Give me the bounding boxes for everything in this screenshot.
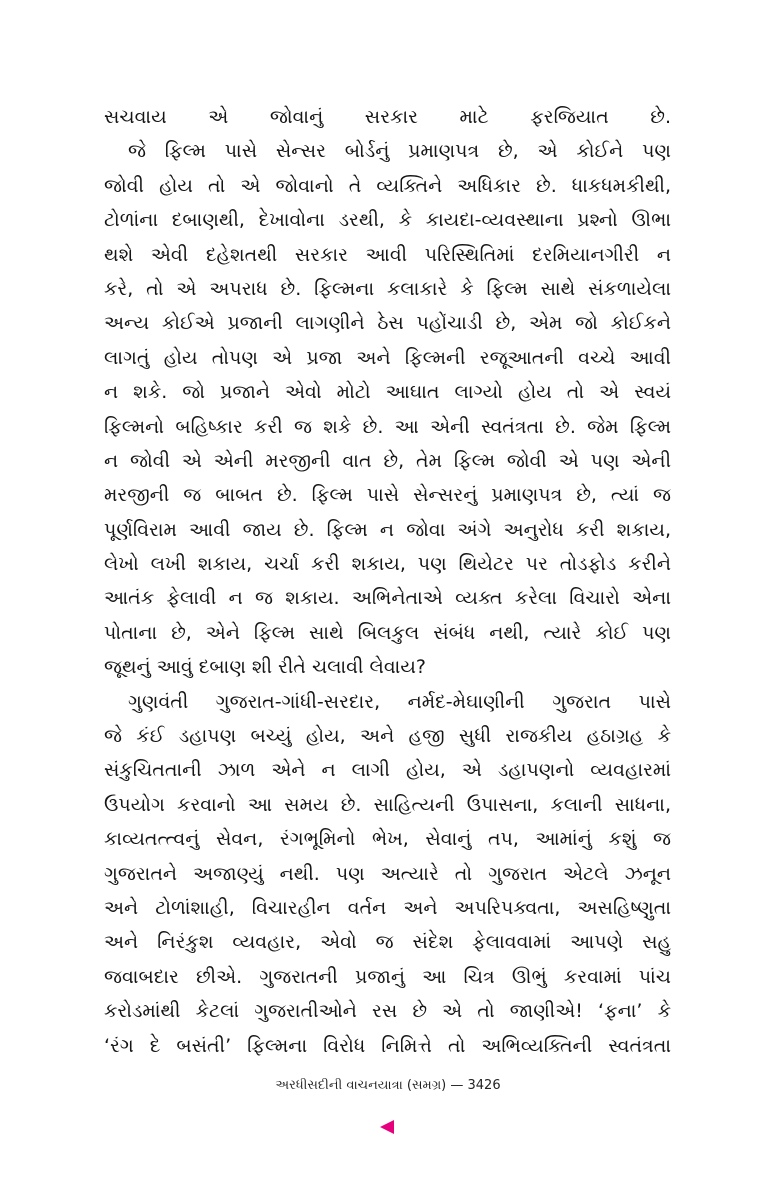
page-footer: અરધીસદીની વાચનયાત્રા (સમગ્ર) — 3426 xyxy=(275,1078,501,1093)
text-line: કરોડમાંથી કેટલાં ગુજરાતીઓને રસ છે એ તો જાણીએ! ‘ફના’ કે xyxy=(104,1000,671,1023)
text-line: જે કંઈ ડહાપણ બચ્યું હોય, અને હજી સુધી રાજકીય હઠાગ્રહ કે xyxy=(104,725,671,748)
text-line: ટોળાંના દબાણથી, દેખાવોના ડરથી, કે કાયદા-વ્યવસ્થાના પ્રશ્નો ઊભા xyxy=(104,209,671,232)
text-line: લાગતું હોય તોપણ એ પ્રજા અને ફિલ્મની રજૂઆતની વચ્ચે આવી xyxy=(104,346,671,369)
text-line: કરે, તો એ અપરાધ છે. ફિલ્મના કલાકારે કે ફિલ્મ સાથે સંકળાયેલા xyxy=(104,277,671,300)
prev-page-arrow-icon[interactable] xyxy=(380,1120,394,1134)
text-line: જે ફિલ્મ પાસે સેન્સર બોર્ડનું પ્રમાણપત્ર છે, એ કોઈને પણ xyxy=(128,140,671,163)
text-line: અન્ય કોઈએ પ્રજાની લાગણીને ઠેસ પહોંચાડી છે, એમ જો કોઈકને xyxy=(104,312,671,335)
text-line: સંકુચિતતાની ઝાળ એને ન લાગી હોય, એ ડહાપણનો વ્યવહારમાં xyxy=(104,759,671,782)
text-line: ન જોવી એ એની મરજીની વાત છે, તેમ ફિલ્મ જોવી એ પણ એની xyxy=(104,449,671,472)
text-line: ‘રંગ દે બસંતી’ ફિલ્મના વિરોધ નિમિત્તે તો અભિવ્યક્તિની સ્વતંત્રતા xyxy=(104,1034,671,1057)
text-line: અને નિરંકુશ વ્યવહાર, એવો જ સંદેશ ફેલાવવામાં આપણે સહુ xyxy=(104,931,671,954)
text-line: પૂર્ણવિરામ આવી જાય છે. ફિલ્મ ન જોવા અંગે અનુરોધ કરી શકાય, xyxy=(104,518,671,541)
text-line: જોવી હોય તો એ જોવાનો તે વ્યક્તિને અધિકાર છે. ધાકધમકીથી, xyxy=(104,174,671,197)
text-line: ફિલ્મનો બહિષ્કાર કરી જ શકે છે. આ એની સ્વતંત્રતા છે. જેમ ફિલ્મ xyxy=(104,415,671,438)
text-line: ગુજરાતને અજાણ્યું નથી. પણ અત્યારે તો ગુજરાત એટલે ઝનૂન xyxy=(104,862,671,885)
text-line: થશે એવી દહેશતથી સરકાર આવી પરિસ્થિતિમાં દરમિયાનગીરી ન xyxy=(104,243,671,266)
text-line: અને ટોળાંશાહી, વિચારહીન વર્તન અને અપરિપક્વતા, અસહિષ્ણુતા xyxy=(104,896,671,919)
body-text xyxy=(104,100,671,1063)
text-line: ન શકે. જો પ્રજાને એવો મોટો આઘાત લાગ્યો હોય તો એ સ્વયં xyxy=(104,381,671,404)
text-line: ઉપયોગ કરવાનો આ સમય છે. સાહિત્યની ઉપાસના, કલાની સાધના, xyxy=(104,793,671,816)
text-line: કાવ્યતત્ત્વનું સેવન, રંગભૂમિનો ભેખ, સેવાનું તપ, આમાંનું કશું જ xyxy=(104,828,671,851)
text-line: આતંક ફેલાવી ન જ શકાય. અભિનેતાએ વ્યક્ત કરેલા વિચારો એના xyxy=(104,587,671,610)
text-line: મરજીની જ બાબત છે. ફિલ્મ પાસે સેન્સરનું પ્રમાણપત્ર છે, ત્યાં જ xyxy=(104,484,671,507)
text-line: પોતાના છે, એને ફિલ્મ સાથે બિલકુલ સંબંધ નથી, ત્યારે કોઈ પણ xyxy=(104,621,671,644)
text-line: જવાબદાર છીએ. ગુજરાતની પ્રજાનું આ ચિત્ર ઊભું કરવામાં પાંચ xyxy=(104,965,671,988)
text-line: જૂથનું આવું દબાણ શી રીતે ચલાવી લેવાય? xyxy=(104,656,426,679)
text-line: સચવાય એ જોવાનું સરકાર માટે ફરજિયાત છે. xyxy=(104,106,671,128)
text-line: ગુણવંતી ગુજરાત-ગાંધી-સરદાર, નર્મદ-મેઘાણીની ગુજરાત પાસે xyxy=(128,690,671,713)
text-line: લેખો લખી શકાય, ચર્ચા કરી શકાય, પણ થિયેટર પર તોડફોડ કરીને xyxy=(104,553,671,576)
